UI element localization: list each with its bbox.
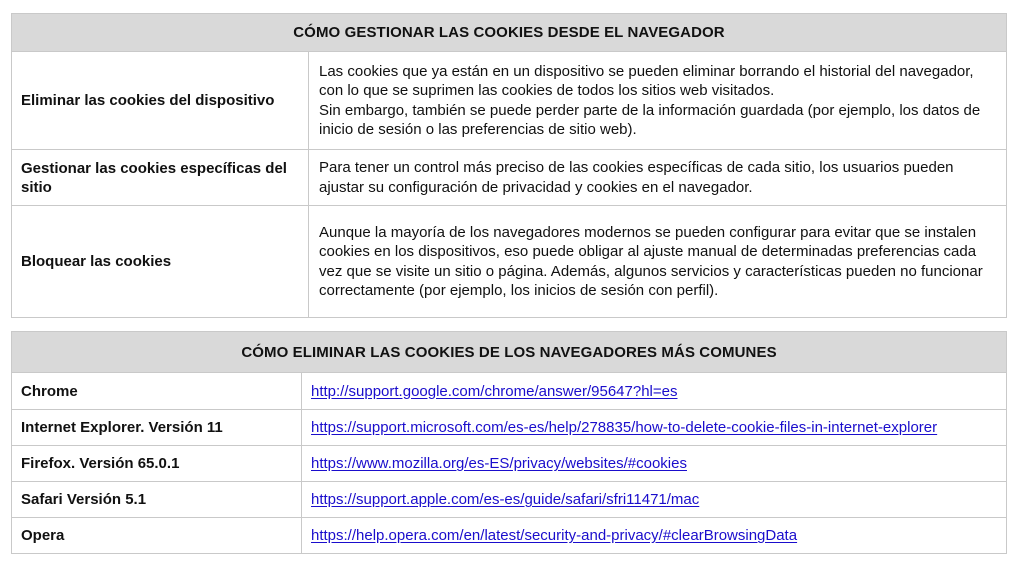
browser-help-link[interactable]: https://help.opera.com/en/latest/security-and-privacy/#clearBrowsingData xyxy=(311,527,798,544)
row-description xyxy=(309,52,1007,150)
browser-help-link[interactable]: https://support.apple.com/es-es/guide/safari/sfri11471/mac xyxy=(311,491,700,508)
browser-name: Opera xyxy=(12,518,302,554)
table-row xyxy=(12,482,1007,518)
row-label: Eliminar las cookies del dispositivo xyxy=(12,52,309,150)
browser-name: Chrome xyxy=(12,373,302,410)
browser-name: Safari Versión 5.1 xyxy=(12,482,302,518)
table-row xyxy=(12,410,1007,446)
table-row xyxy=(12,446,1007,482)
section-title: CÓMO ELIMINAR LAS COOKIES DE LOS NAVEGADORES MÁS COMUNES xyxy=(12,332,1007,373)
row-label: Bloquear las cookies xyxy=(12,206,309,318)
table-header-row xyxy=(12,14,1007,52)
table-row xyxy=(12,206,1007,318)
browser-help-link[interactable]: https://www.mozilla.org/es-ES/privacy/websites/#cookies xyxy=(311,455,687,472)
browser-links-table xyxy=(11,331,1007,554)
description-line: Sin embargo, también se puede perder parte de la información guardada (por ejemplo, los datos de inicio de sesión o las preferencias de sitio web). xyxy=(319,101,981,138)
table-row xyxy=(12,373,1007,410)
table-row xyxy=(12,518,1007,554)
table-row xyxy=(12,150,1007,206)
row-description xyxy=(309,150,1007,206)
browser-name: Internet Explorer. Versión 11 xyxy=(12,410,302,446)
browser-name: Firefox. Versión 65.0.1 xyxy=(12,446,302,482)
browser-help-link[interactable]: https://support.microsoft.com/es-es/help/278835/how-to-delete-cookie-files-in-internet-explorer xyxy=(311,419,938,436)
row-label: Gestionar las cookies específicas del sitio xyxy=(12,150,309,206)
cookie-management-table xyxy=(11,13,1007,318)
browser-help-link[interactable]: http://support.google.com/chrome/answer/95647?hl=es xyxy=(311,382,678,400)
description-line: Aunque la mayoría de los navegadores modernos se pueden configurar para evitar que se instalen cookies en los dispositivos, eso puede obligar al ajuste manual de determinadas preferencias cada vez que se visite un sitio o página. Además, algunos servicios y características pueden no funcionar correctamente (por ejemplo, los inicios de sesión con perfil). xyxy=(319,223,983,299)
description-line: Para tener un control más preciso de las cookies específicas de cada sitio, los usuarios pueden ajustar su configuración de privacidad y cookies en el navegador. xyxy=(319,159,954,196)
row-description xyxy=(309,206,1007,318)
table-row xyxy=(12,52,1007,150)
section-title: CÓMO GESTIONAR LAS COOKIES DESDE EL NAVEGADOR xyxy=(12,14,1007,52)
description-line: Las cookies que ya están en un dispositivo se pueden eliminar borrando el historial del navegador, con lo que se suprimen las cookies de todos los sitios web visitados. xyxy=(319,62,974,99)
table-header-row xyxy=(12,332,1007,373)
